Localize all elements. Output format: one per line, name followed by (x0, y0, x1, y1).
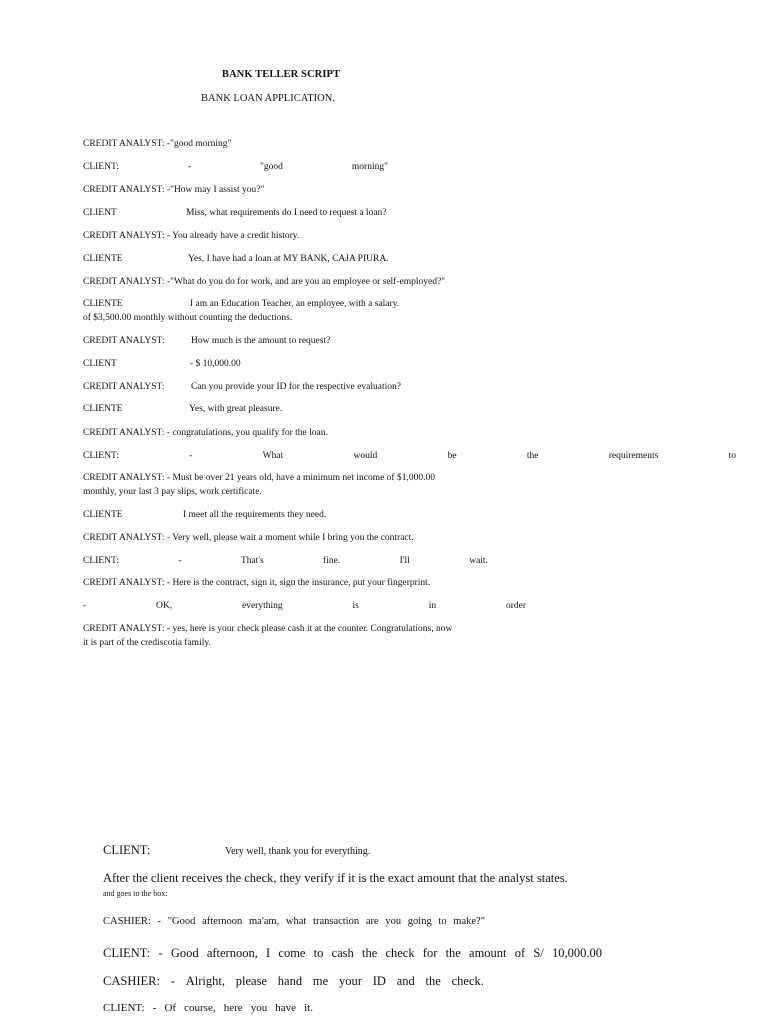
speaker-label: CLIENTE (83, 404, 123, 414)
justified-word: I'll (399, 556, 410, 566)
justified-word: to (728, 451, 736, 461)
justified-word: you (385, 916, 402, 927)
justified-word: to (313, 946, 324, 960)
justified-word: amount (469, 946, 507, 960)
dialogue-text: Can you provide your ID for the respective evaluation? (191, 382, 401, 392)
dialogue-line (83, 381, 401, 394)
justified-word: - (152, 1002, 157, 1014)
justified-word: are (365, 916, 379, 927)
justified-word: S/ (533, 946, 544, 960)
dialogue-text: I am an Education Teacher, an employee, with a salary. (190, 299, 400, 309)
justified-word: going (407, 916, 432, 927)
justified-word: - (157, 916, 162, 927)
justified-word: you (250, 1002, 268, 1014)
document-subtitle: BANK LOAN APPLICATION. (201, 93, 335, 104)
dialogue-line (83, 207, 387, 220)
dialogue-text: Yes, with great pleasure. (189, 404, 283, 414)
dialogue-line-justified (103, 946, 602, 961)
dialogue-line-justified (103, 915, 485, 928)
justified-word: for (422, 946, 438, 960)
speaker-label: CLIENT (83, 208, 117, 218)
dialogue-text: CREDIT ANALYST: - Must be over 21 years old, have a minimum net income of $1,000.00 (83, 473, 435, 483)
justified-word: What (262, 451, 284, 461)
justified-word: here (223, 1002, 243, 1014)
justified-word: make?" (453, 916, 485, 927)
justified-word: - (178, 556, 182, 566)
justified-word: - (158, 946, 163, 960)
speaker-label: CLIENTE (83, 299, 123, 309)
justified-word: it. (304, 1002, 313, 1014)
dialogue-line (83, 335, 331, 348)
justified-word: transaction (313, 916, 360, 927)
justified-word: CASHIER: (103, 916, 151, 927)
justified-word: - (187, 162, 192, 172)
dialogue-text: How much is the amount to request? (191, 336, 331, 346)
justified-word: come (278, 946, 306, 960)
justified-word: the (445, 946, 461, 960)
dialogue-text: - $ 10,000.00 (190, 359, 241, 369)
justified-word: wait. (469, 556, 488, 566)
justified-word: "good (260, 162, 283, 172)
justified-word: CLIENT: (83, 556, 119, 566)
dialogue-text: I meet all the requirements they need. (183, 510, 327, 520)
justified-word: CLIENT: (83, 451, 119, 461)
dialogue-line-justified (103, 974, 484, 989)
dialogue-line (83, 623, 453, 648)
dialogue-continuation: of $3,500.00 monthly without counting the deductions. (83, 313, 293, 323)
dialogue-line (83, 253, 389, 266)
document-title: BANK TELLER SCRIPT (221, 69, 341, 80)
justified-word: CLIENT: (103, 946, 151, 960)
justified-word: the (526, 451, 539, 461)
justified-word: is (352, 601, 359, 611)
dialogue-line: CREDIT ANALYST: - congratulations, you qualify for the loan. (83, 428, 328, 438)
justified-word: please (235, 974, 267, 988)
justified-word: CASHIER: (103, 974, 160, 988)
justified-word: requirements (608, 451, 659, 461)
dialogue-text: Yes, I have had a loan at MY BANK, CAJA PIURA. (188, 254, 389, 264)
justified-word: Of (164, 1002, 177, 1014)
justified-word: CLIENT: (83, 162, 119, 172)
speaker-label: CLIENT (83, 359, 117, 369)
justified-word: course, (184, 1002, 216, 1014)
dialogue-line: CREDIT ANALYST: -"What do you do for work, and are you an employee or self-employed?" (83, 277, 446, 287)
justified-word: morning" (351, 162, 388, 172)
justified-word: CLIENT: (103, 1002, 145, 1014)
dialogue-line: CREDIT ANALYST: - Very well, please wait a moment while I bring you the contract. (83, 533, 414, 543)
justified-word: what (285, 916, 307, 927)
speaker-label: CLIENTE (83, 254, 123, 264)
justified-word: in (428, 601, 437, 611)
narration-note: and goes to the box: (103, 889, 168, 898)
justified-word: I (266, 946, 271, 960)
dialogue-line: CREDIT ANALYST: -"How may I assist you?" (83, 185, 265, 195)
justified-word: Good (170, 946, 199, 960)
dialogue-line: CREDIT ANALYST: - You already have a credit history. (83, 231, 300, 241)
dialogue-line-large (103, 843, 371, 858)
speaker-label: CREDIT ANALYST: (83, 382, 165, 392)
justified-word: - (189, 451, 193, 461)
dialogue-continuation: monthly, your last 3 pay slips, work certificate. (83, 487, 262, 497)
justified-word: afternoon, (206, 946, 258, 960)
justified-word: cash (331, 946, 354, 960)
dialogue-text: Miss, what requirements do I need to request a loan? (186, 208, 387, 218)
justified-word: the (425, 974, 441, 988)
justified-word: - (170, 974, 175, 988)
justified-word: have (275, 1002, 297, 1014)
speaker-label: CLIENT: (103, 843, 151, 857)
justified-word: and (396, 974, 415, 988)
justified-word: Alright, (185, 974, 225, 988)
justified-word: fine. (323, 556, 341, 566)
justified-word: check (385, 946, 415, 960)
justified-word: be (447, 451, 457, 461)
justified-word: hand (277, 974, 303, 988)
dialogue-line-justified (83, 600, 526, 613)
justified-word: everything (242, 601, 283, 611)
dialogue-line (83, 509, 327, 522)
justified-word: "Good (167, 916, 196, 927)
dialogue-continuation: it is part of the crediscotia family. (83, 638, 211, 648)
dialogue-line: CREDIT ANALYST: -"good morning" (83, 139, 232, 149)
justified-word: me (312, 974, 329, 988)
justified-word: 10,000.00 (551, 946, 602, 960)
dialogue-line-justified (83, 161, 388, 174)
dialogue-line (83, 358, 241, 371)
justified-word: ma'am, (249, 916, 280, 927)
speaker-label: CREDIT ANALYST: (83, 336, 165, 346)
dialogue-line (83, 472, 435, 497)
dialogue-line-justified (103, 1002, 313, 1015)
dialogue-text: CREDIT ANALYST: - yes, here is your check please cash it at the counter. Congratulations, now (83, 624, 453, 634)
justified-word: afternoon (202, 916, 243, 927)
justified-word: of (514, 946, 526, 960)
justified-word: would (353, 451, 378, 461)
speaker-label: CLIENTE (83, 510, 123, 520)
justified-word: OK, (156, 601, 173, 611)
justified-word: the (361, 946, 378, 960)
justified-word: - (83, 601, 87, 611)
dialogue-line (83, 403, 283, 416)
justified-word: check. (451, 974, 484, 988)
justified-word: order (505, 601, 526, 611)
dialogue-line: CREDIT ANALYST: - Here is the contract, sign it, sign the insurance, put your fingerprint. (83, 578, 431, 588)
dialogue-text: Very well, thank you for everything. (225, 846, 371, 857)
dialogue-line-justified (83, 555, 488, 568)
justified-word: your (338, 974, 362, 988)
justified-word: to (438, 916, 447, 927)
justified-word: That's (240, 556, 264, 566)
dialogue-line-justified (83, 450, 736, 463)
dialogue-line (83, 298, 400, 323)
justified-word: ID (372, 974, 386, 988)
narration-line: After the client receives the check, they verify if it is the exact amount that the analyst states. (103, 871, 568, 885)
